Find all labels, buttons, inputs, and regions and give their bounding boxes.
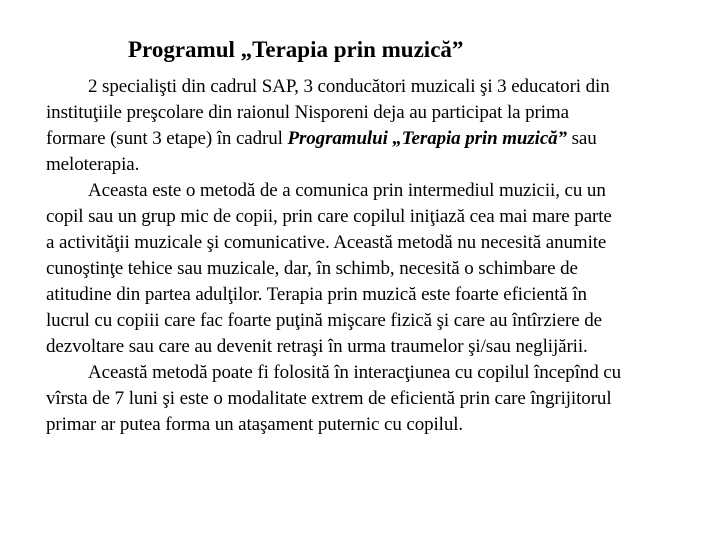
paragraph-3-line-3: primar ar putea forma un ataşament puternic cu copilul. <box>46 414 464 435</box>
paragraph-1-line-3-after: sau <box>566 128 597 149</box>
program-name-emphasis: Programului „Terapia prin muzică” <box>287 128 567 149</box>
paragraph-1-line-4: meloterapia. <box>46 154 140 175</box>
paragraph-3-line-1: Această metodă poate fi folosită în interacţiunea cu copilul începînd cu <box>88 362 622 383</box>
paragraph-1-line-3-before: formare (sunt 3 etape) în cadrul <box>46 128 288 149</box>
paragraph-2-line-6: lucrul cu copiii care fac foarte puţină mişcare fizică şi care au întîrziere de <box>46 310 602 331</box>
paragraph-2-line-3: a activităţii muzicale şi comunicative. Această metodă nu necesită anumite <box>46 232 607 253</box>
paragraph-1-line-1: 2 specialişti din cadrul SAP, 3 conducători muzicali şi 3 educatori din <box>88 76 610 97</box>
slide-body <box>46 74 718 438</box>
slide-title: Programul „Terapia prin muzică” <box>128 37 464 62</box>
paragraph-2-line-1: Aceasta este o metodă de a comunica prin intermediul muzicii, cu un <box>88 180 606 201</box>
paragraph-2-line-4: cunoştinţe tehice sau muzicale, dar, în schimb, necesită o schimbare de <box>46 258 578 279</box>
paragraph-2-line-7: dezvoltare sau care au devenit retraşi în urma traumelor şi/sau neglijării. <box>46 336 588 357</box>
paragraph-3-line-2: vîrsta de 7 luni şi este o modalitate extrem de eficientă prin care îngrijitorul <box>46 388 612 409</box>
paragraph-2-line-5: atitudine din partea adulţilor. Terapia prin muzică este foarte eficientă în <box>46 284 587 305</box>
paragraph-2-line-2: copil sau un grup mic de copii, prin care copilul iniţiază cea mai mare parte <box>46 206 612 227</box>
paragraph-1-line-2: instituţiile preşcolare din raionul Nisporeni deja au participat la prima <box>46 102 569 123</box>
paragraph-1-line-3 <box>46 126 718 152</box>
